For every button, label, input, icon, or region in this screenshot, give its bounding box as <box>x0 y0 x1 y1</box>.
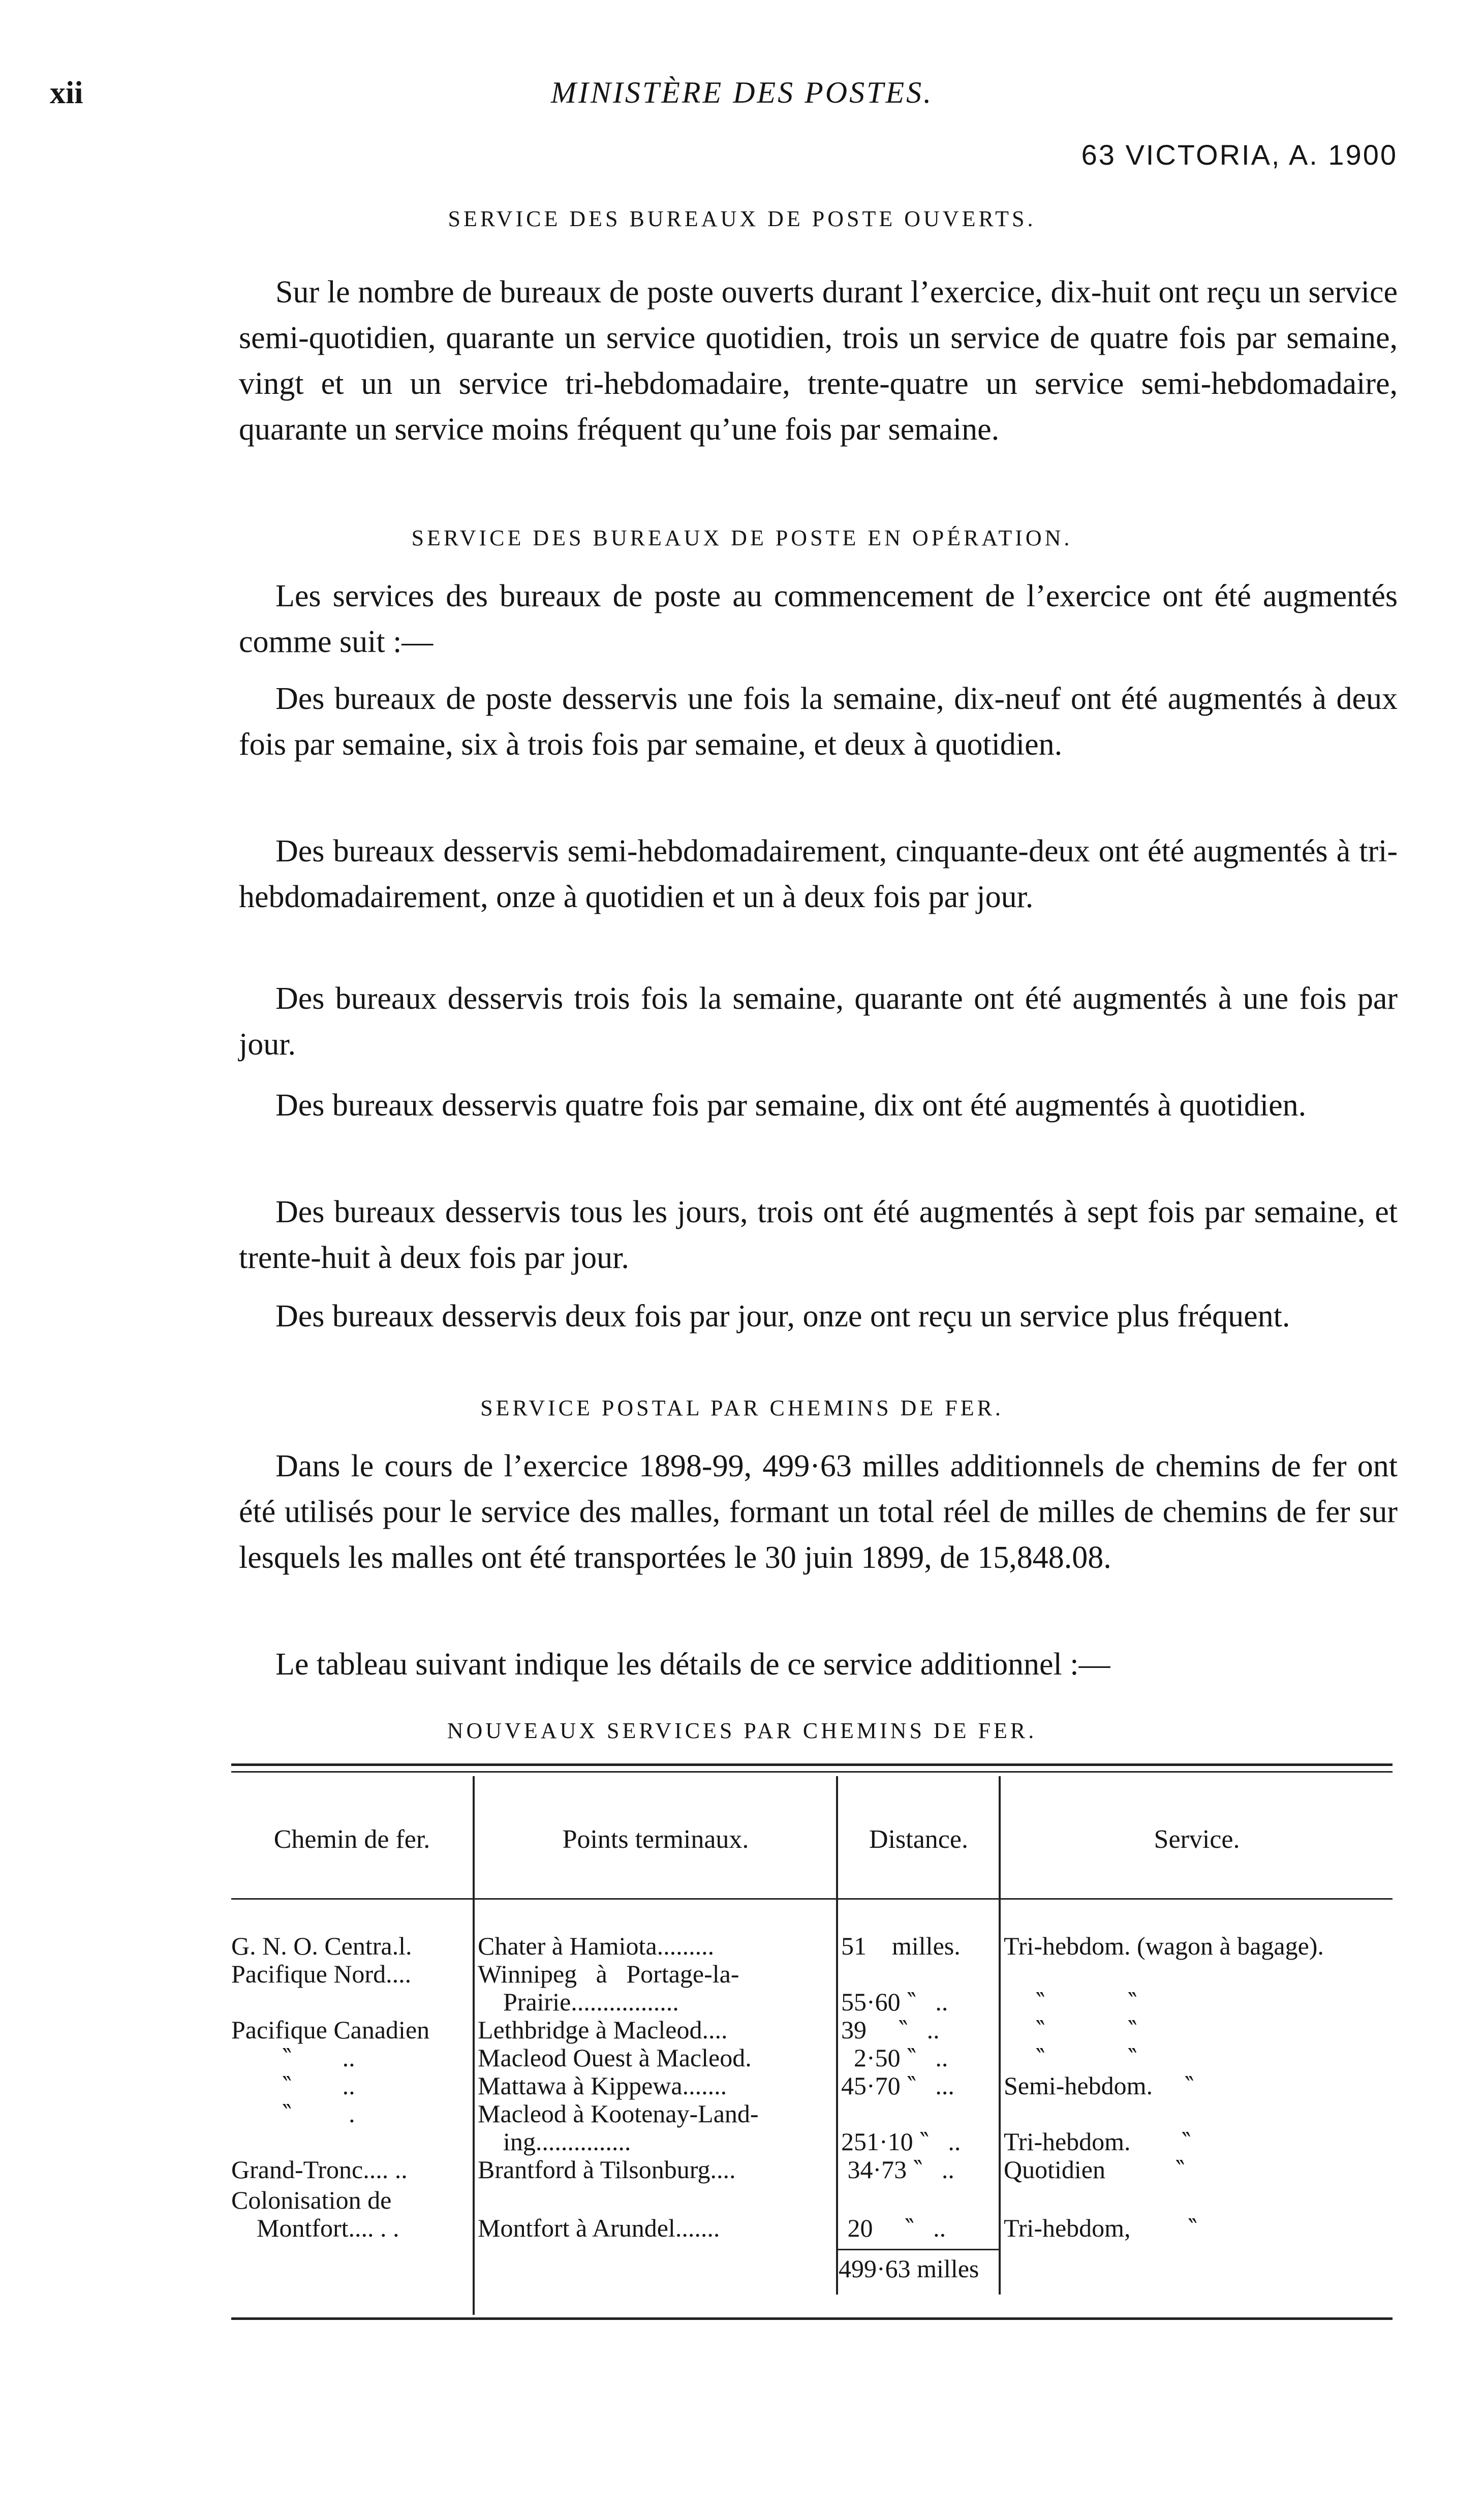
section-heading-bureaux-ouverts: SERVICE DES BUREAUX DE POSTE OUVERTS. <box>448 206 1036 231</box>
cell-railway: ‶ .. <box>231 2071 355 2100</box>
cell-terminals: Montfort à Arundel....... <box>478 2214 720 2242</box>
total-distance: 499·63 milles <box>839 2254 979 2283</box>
cell-service: ‶ ‶ <box>1004 2043 1137 2072</box>
cell-terminals: ing............... <box>478 2127 631 2156</box>
paragraph: Des bureaux desservis quatre fois par semaine, dix ont été augmentés à quotidien. <box>275 1088 1307 1123</box>
cell-service: ‶ ‶ <box>1004 1988 1137 2016</box>
cell-service: ‶ ‶ <box>1004 2016 1137 2044</box>
table-top-rule-inner <box>231 1771 1393 1773</box>
paragraph: Des bureaux desservis deux fois par jour, onze ont reçu un service plus fréquent. <box>275 1299 1290 1334</box>
cell-distance: 2·50 ‶ .. <box>841 2043 948 2072</box>
year-label: 63 VICTORIA, A. 1900 <box>1081 139 1398 171</box>
cell-railway: Pacifique Canadien <box>231 2016 430 2044</box>
cell-railway: ‶ . <box>231 2099 355 2128</box>
paragraph: Le tableau suivant indique les détails de ce service additionnel :— <box>275 1647 1110 1682</box>
column-header-distance: Distance. <box>869 1825 968 1854</box>
column-divider <box>473 1776 475 2315</box>
column-header-service: Service. <box>1154 1825 1240 1854</box>
cell-railway: Grand-Tronc.... .. <box>231 2155 408 2184</box>
paragraph: Les services des bureaux de poste au commencement de l’exercice ont été augmentés comme suit :— <box>239 579 1398 659</box>
cell-terminals: Lethbridge à Macleod.... <box>478 2016 728 2044</box>
cell-distance: 55·60 ‶ .. <box>841 1988 948 2016</box>
column-divider <box>999 1776 1001 2295</box>
paragraph: Des bureaux de poste desservis une fois la semaine, dix-neuf ont été augmentés à deux fois par semaine, six à trois fois par semaine, et deux à quotidien. <box>239 681 1398 762</box>
cell-service: Tri-hebdom, ‶ <box>1004 2214 1197 2242</box>
cell-distance: 34·73 ‶ .. <box>841 2155 954 2184</box>
cell-service: Tri-hebdom. (wagon à bagage). <box>1004 1932 1324 1960</box>
cell-distance: 51 milles. <box>841 1932 961 1960</box>
running-title: MINISTÈRE DES POSTES. <box>550 76 934 109</box>
section-heading-bureaux-operation: SERVICE DES BUREAUX DE POSTE EN OPÉRATION. <box>411 525 1073 550</box>
page-number: xii <box>50 76 83 110</box>
cell-terminals: Chater à Hamiota......... <box>478 1932 715 1960</box>
cell-railway: G. N. O. Centra.l. <box>231 1932 412 1960</box>
cell-terminals: Winnipeg à Portage-la- <box>478 1960 739 1988</box>
cell-railway: ‶ .. <box>231 2043 355 2072</box>
column-header-chemin: Chemin de fer. <box>273 1825 430 1854</box>
cell-railway: Pacifique Nord.... <box>231 1960 412 1988</box>
cell-service: Semi-hebdom. ‶ <box>1004 2071 1194 2100</box>
cell-distance: 251·10 ‶ .. <box>841 2127 961 2156</box>
header-rule <box>231 1898 1393 1900</box>
column-header-points: Points terminaux. <box>562 1825 749 1854</box>
paragraph: Des bureaux desservis semi-hebdomadairement, cinquante-deux ont été augmentés à tri-hebdomadairement, onze à quotidien et un à deux fois par jour. <box>239 834 1398 914</box>
cell-railway: Colonisation de <box>231 2186 392 2214</box>
table-bottom-rule <box>231 2317 1393 2320</box>
total-rule <box>836 2249 999 2250</box>
cell-railway: Montfort.... . . <box>231 2214 399 2242</box>
cell-distance: 20 ‶ .. <box>841 2214 946 2242</box>
table-title: NOUVEAUX SERVICES PAR CHEMINS DE FER. <box>447 1718 1037 1743</box>
cell-terminals: Macleod à Kootenay-Land- <box>478 2099 759 2128</box>
cell-service: Tri-hebdom. ‶ <box>1004 2127 1191 2156</box>
cell-distance: 39 ‶ .. <box>841 2016 940 2044</box>
paragraph: Des bureaux desservis tous les jours, trois ont été augmentés à sept fois par semaine, et trente-huit à deux fois par jour. <box>239 1195 1398 1275</box>
table-top-rule <box>231 1763 1393 1766</box>
cell-distance: 45·70 ‶ ... <box>841 2071 954 2100</box>
paragraph: Sur le nombre de bureaux de poste ouverts durant l’exercice, dix-huit ont reçu un service semi-quotidien, quarante un service quotidien, trois un service de quatre fois par semaine, vingt et un un service tri-hebdomadaire, trente-quatre un service semi-hebdomadaire, quarante un service moins fréquent qu’une fois par semaine. <box>239 275 1398 447</box>
column-divider <box>836 1776 838 2295</box>
cell-terminals: Mattawa à Kippewa....... <box>478 2071 727 2100</box>
paragraph: Dans le cours de l’exercice 1898-99, 499·63 milles additionnels de chemins de fer ont été utilisés pour le service des malles, formant un total réel de milles de chemins de fer sur lesquels les malles ont été transportées le 30 juin 1899, de 15,848.08. <box>239 1449 1398 1575</box>
cell-terminals: Macleod Ouest à Macleod. <box>478 2043 752 2072</box>
cell-terminals: Prairie................. <box>478 1988 679 2016</box>
cell-terminals: Brantford à Tilsonburg.... <box>478 2155 736 2184</box>
section-heading-service-postal: SERVICE POSTAL PAR CHEMINS DE FER. <box>480 1396 1004 1420</box>
paragraph: Des bureaux desservis trois fois la semaine, quarante ont été augmentés à une fois par jour. <box>239 981 1398 1062</box>
cell-service: Quotidien ‶ <box>1004 2155 1185 2184</box>
